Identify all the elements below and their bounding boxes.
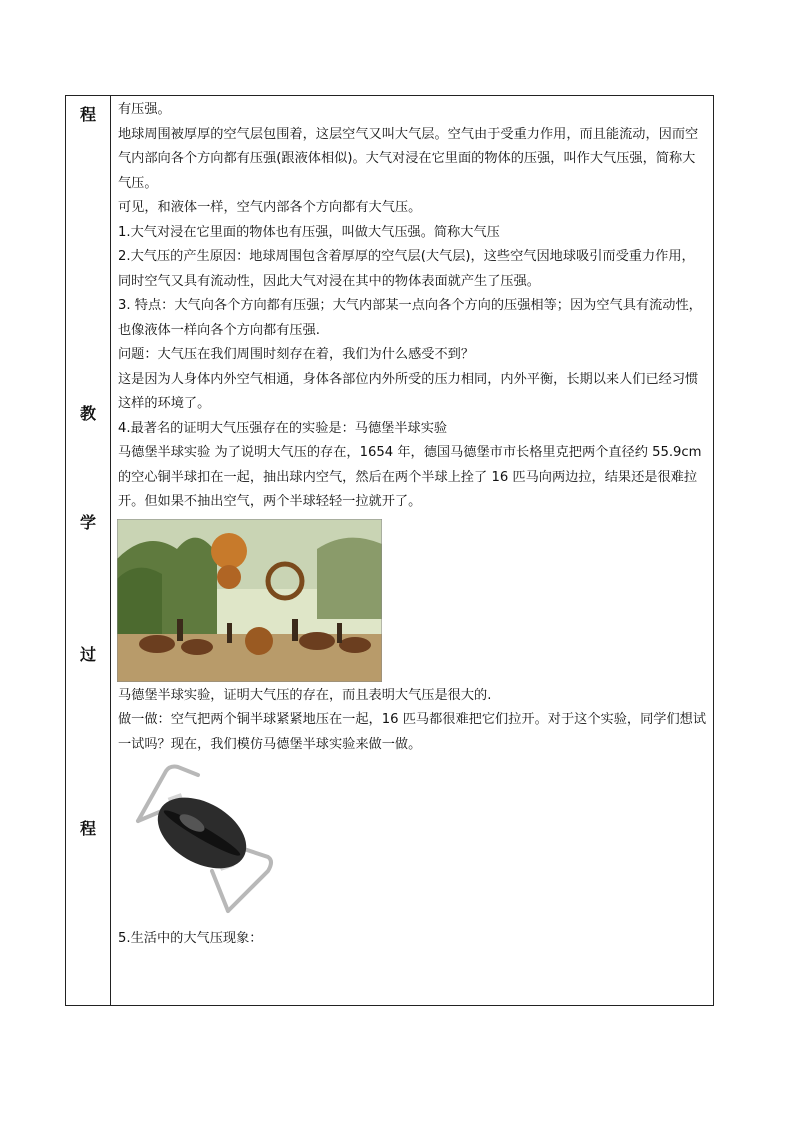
paragraph: 3. 特点：大气向各个方向都有压强；大气内部某一点向各个方向的压强相等；因为空气具有流动性，也像液体一样向各个方向都有压强. (118, 298, 702, 338)
paragraph: 马德堡半球实验，证明大气压的存在，而且表明大气压是很大的. (118, 687, 492, 703)
paragraph: 马德堡半球实验 为了说明大气压的存在，1654 年，德国马德堡市市长格里克把两个直径约 55.9cm 的空心铜半球扣在一起，抽出球内空气，然后在两个半球上拴了 16 匹马向两边拉，结果还是很难拉开。但如果不抽出空气，两个半球轻轻一拉就开了。 (118, 445, 702, 509)
lesson-content (111, 96, 713, 1005)
label-char-3: 学 (79, 513, 96, 532)
paragraph: 问题：大气压在我们周围时刻存在着，我们为什么感受不到？ (118, 347, 475, 362)
paragraph: 有压强。 (118, 102, 171, 117)
label-char-1: 程 (79, 105, 96, 124)
paragraph: 2.大气压的产生原因：地球周围包含着厚厚的空气层(大气层)，这些空气因地球吸引而受重力作用，同时空气又具有流动性，因此大气对浸在其中的物体表面就产生了压强。 (118, 249, 695, 289)
label-char-5: 程 (79, 819, 96, 838)
paragraph: 1.大气对浸在它里面的物体也有压强，叫做大气压强。简称大气压 (118, 224, 500, 240)
paragraph: 这是因为人身体内外空气相通，身体各部位内外所受的压力相同，内外平衡，长期以来人们已经习惯这样的环境了。 (118, 371, 699, 411)
paragraph: 4.最著名的证明大气压强存在的实验是：马德堡半球实验 (118, 420, 448, 436)
magdeburg-hemispheres-illustration (117, 519, 382, 682)
paragraph: 5.生活中的大气压现象： (118, 931, 263, 946)
suction-hemispheres-photo (118, 761, 290, 923)
paragraph: 可见，和液体一样，空气内部各个方向都有大气压。 (118, 200, 422, 215)
paragraph: 地球周围被厚厚的空气层包围着，这层空气又叫大气层。空气由于受重力作用，而且能流动，因而空气内部向各个方向都有压强(跟液体相似)。大气对浸在它里面的物体的压强，叫作大气压强，简称大气压。 (118, 126, 699, 191)
section-label-column (66, 96, 111, 1005)
label-char-2: 教 (79, 404, 96, 423)
label-char-4: 过 (79, 645, 96, 664)
paragraph: 做一做：空气把两个铜半球紧紧地压在一起，16 匹马都很难把它们拉开。对于这个实验，同学们想试一试吗？现在，我们模仿马德堡半球实验来做一做。 (118, 712, 707, 752)
lesson-table (65, 95, 714, 1006)
